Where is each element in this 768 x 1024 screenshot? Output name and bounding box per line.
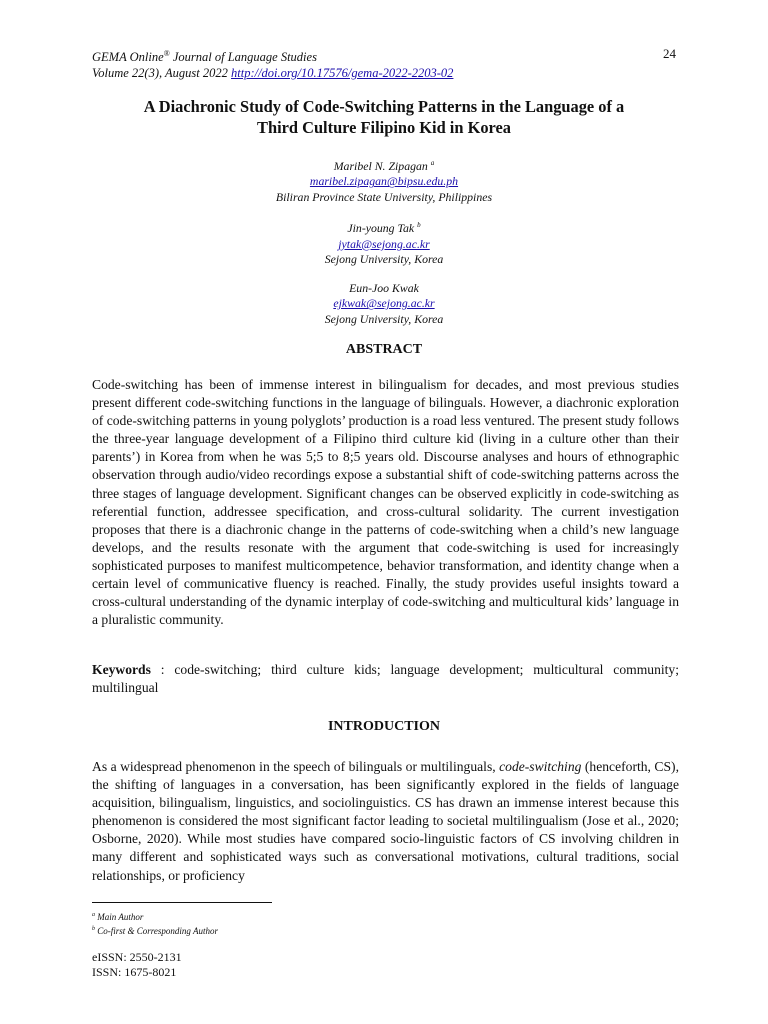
author-affiliation: Sejong University, Korea — [324, 252, 444, 267]
abstract-text: Code-switching has been of immense interest in bilingualism for decades, and most previous studies present different code-switching functions in the language of bilinguals. However, a diachronic exploration of code-switching patterns in young polyglots’ production is a road less ventured. The present study follows the three-year language development of a Filipino third culture kid (living in a culture other than their parents’) in Korea from when he was 5;5 to 8;5 years old. Discourse analyses and hours of ethnographic observation through audio/video recordings expose a substantial shift of code-switching patterns across the three stages of language development. Significant changes can be observed explicitly in code-switching as referential function, addressee specification, and cross-cultural solidarity. The current investigation proposes that there is a diachronic change in the patterns of code-switching when a child’s new language develops, and the results resonate with the argument that code-switching is used for increasingly sophisticated purposes to manifest multicompetence, behavior transformation, and identity change when a certain level of communicative fluency is reached. Finally, the study provides useful insights toward a cross-cultural understanding of the dynamic interplay of code-switching and multicultural kids’ language in a pluralistic community. — [92, 377, 679, 628]
paper-title: A Diachronic Study of Code-Switching Patterns in the Language of a Third Culture Filipino Kid in Korea — [143, 97, 625, 137]
footnote-divider — [92, 902, 272, 903]
issn: ISSN: 1675-8021 — [92, 965, 177, 979]
author-email[interactable]: jytak@sejong.ac.kr — [338, 236, 430, 251]
author-block — [92, 218, 676, 267]
author-name: Eun-Joo Kwak — [349, 280, 419, 295]
footnotes — [92, 909, 218, 937]
author-affiliation: Sejong University, Korea — [324, 311, 444, 326]
author-affiliation: Biliran Province State University, Philippines — [275, 189, 493, 204]
author-email[interactable]: ejkwak@sejong.ac.kr — [333, 296, 435, 311]
abstract-heading: ABSTRACT — [345, 342, 423, 357]
footnote: $^b$ Co-first & Corresponding Author — [92, 926, 219, 936]
keywords — [92, 661, 679, 697]
journal-name: GEMA Online® Journal of Language Studies — [92, 49, 317, 65]
author-name: Maribel N. Zipagan $^a$ — [333, 158, 435, 173]
footnote: $^a$ Main Author — [92, 912, 144, 922]
introduction-heading: INTRODUCTION — [327, 719, 440, 734]
running-header — [92, 46, 453, 81]
page-number: 24 — [663, 46, 676, 61]
introduction-text: As a widespread phenomenon in the speech of bilinguals or multilinguals, code-switching (henceforth, CS), the shifting of languages in a conversation, has been significantly explored in the fields of language acquisition, bilingualism, linguistics, and sociolinguistics. CS has drawn an immense interest because this phenomenon is considered the most significant factor leading to societal multilingualism (Jose et al., 2020; Osborne, 2020). While most studies have compared socio-linguistic factors of CS involving children in many different and sophisticated ways such as conversational motivations, cultural traditions, social relationships, or proficiency — [92, 759, 679, 883]
keywords-label: Keywords — [92, 662, 151, 677]
author-block — [92, 156, 676, 205]
eissn: eISSN: 2550-2131 — [92, 950, 182, 964]
author-list — [92, 156, 676, 340]
author-block — [92, 281, 676, 328]
issn-block — [92, 950, 182, 980]
volume-line: Volume 22(3), August 2022 http://doi.org/10.17576/gema-2022-2203-02 — [92, 66, 454, 81]
author-name: Jin-young Tak $^b$ — [347, 221, 421, 236]
keywords-list: : code-switching; third culture kids; language development; multicultural community; multilingual — [92, 662, 679, 696]
author-email[interactable]: maribel.zipagan@bipsu.edu.ph — [309, 174, 459, 189]
doi-link[interactable]: http://doi.org/10.17576/gema-2022-2203-02 — [231, 66, 454, 81]
